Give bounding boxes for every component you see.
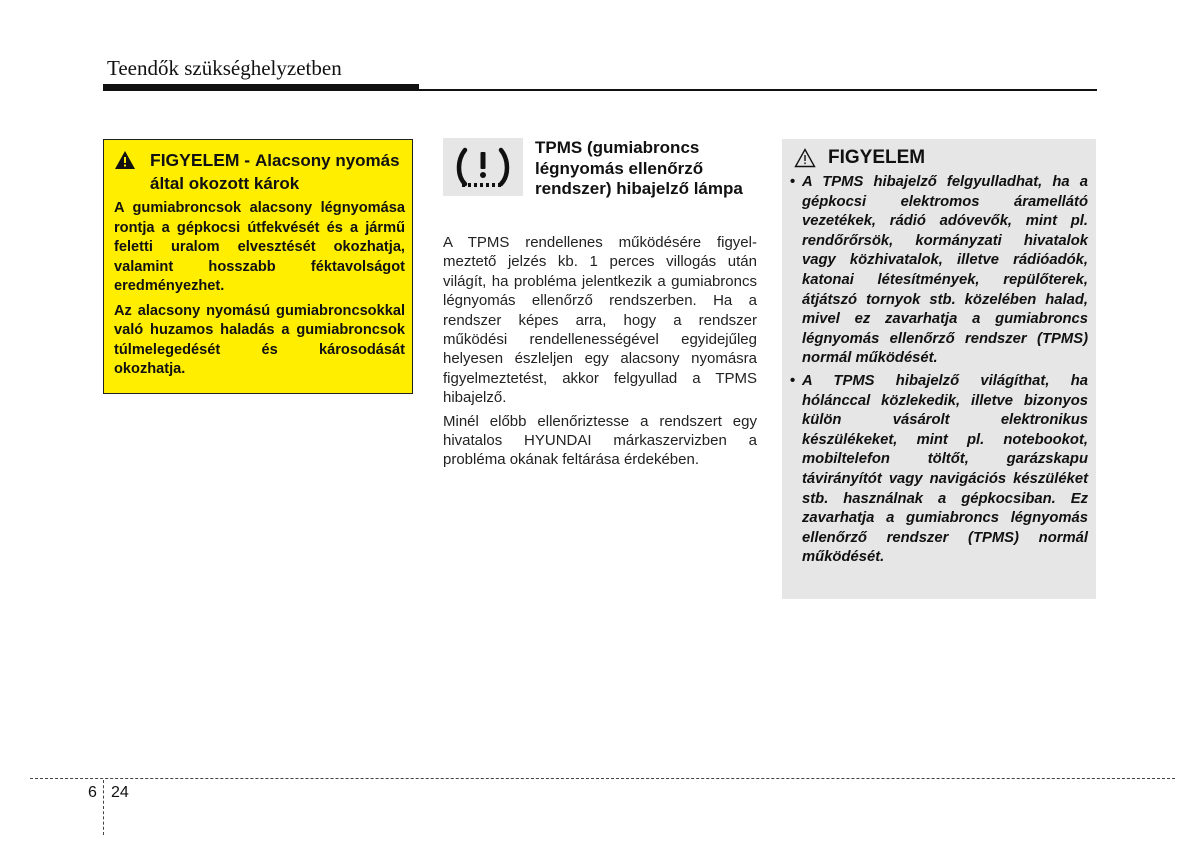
footer-vertical-dashed-rule — [103, 780, 104, 835]
page-number: 24 — [111, 784, 129, 801]
warning-title-bold: FIGYELEM - — [150, 150, 251, 170]
warning-paragraph: Az alacsony nyomású gumiabroncsokkal való huzamos haladás a gumiabroncsok túlmelegedését és károsodását okozhatja. — [114, 302, 405, 377]
footer-dashed-rule — [30, 778, 1175, 779]
tpms-paragraph: Minél előbb ellenőriztesse a rendszert egy hivatalos HYUNDAI márkaszervizben a probléma okának feltárása érdekében. — [443, 412, 757, 469]
bullet-marker: • — [790, 372, 796, 389]
warning-title-rest: Alacsony nyomás által okozott károk — [150, 151, 400, 193]
tpms-body-text — [443, 233, 757, 474]
header-rule-thin — [419, 89, 1097, 91]
page-header-title: Teendők szükséghelyzetben — [107, 56, 342, 80]
bullet-marker: • — [790, 174, 796, 190]
caution-bullet-item — [790, 372, 1088, 568]
tpms-icon-box — [443, 138, 523, 196]
caution-bullet-item — [790, 173, 1088, 369]
caution-bullet-text: A TPMS hibajelző felgyulladhat, ha a gépkocsi elektromos áramellátó vezetékek, rádió adóvevők, mint pl. rendőrőrsök, kormányzati hivatalok vagy közhivatalok, illetve rádióadók, katonai létesítmények, repülőterek, átjátszó tornyok stb. közelében halad, mivel ez zavarhatja a gumiabroncs légnyomás ellenőrző rendszer (TPMS) normál működését. — [802, 174, 1088, 367]
caution-triangle-icon — [794, 148, 816, 168]
warning-triangle-icon — [114, 150, 136, 170]
caution-bullet-text: A TPMS hibajelző világíthat, ha hólánccal közlekedik, illetve bizonyos külön vásárolt elektronikus készülékeket, mint pl. notebookot, mobiltelefon töltőt, garázskapu távirányítót vagy navigációs készüléket stb. használnak a gépkocsiban. Ez zavarhatja a gumiabroncs légnyomás ellenőrző rendszer (TPMS) normál működését. — [802, 372, 1088, 566]
warning-title — [114, 149, 405, 195]
header-rule-thick — [103, 84, 419, 91]
caution-title — [794, 147, 1088, 169]
warning-paragraph: A gumiabroncsok alacsony légnyomása rontja a gépkocsi útfekvését és a jármű feletti uralom elvesztését okozhatja, valamint hosszabb féktavolságot eredményezhet. — [114, 200, 405, 294]
caution-title-text: FIGYELEM — [828, 147, 926, 168]
tpms-warning-lamp-icon — [443, 138, 523, 196]
low-pressure-warning-box — [103, 139, 413, 394]
tpms-paragraph: A TPMS rendellenes működésére figyelmeztető jelzés kb. 1 perces villogás után világít, ha probléma jelentkezik a gumiabroncs légnyomás ellenőrző rendszerben. Ha a rendszer képes arra, hogy a rendszer működési rendellenességével egyidejűleg helyesen észleljen egy alacsony nyomásra figyelmeztetést, akkor felgyullad a TPMS hibajelző. — [443, 234, 757, 407]
chapter-number: 6 — [88, 784, 97, 801]
tpms-heading: TPMS (gumiabroncs légnyomás ellenőrző rendszer) hibajelző lámpa — [535, 138, 743, 198]
tpms-caution-box — [782, 139, 1096, 599]
